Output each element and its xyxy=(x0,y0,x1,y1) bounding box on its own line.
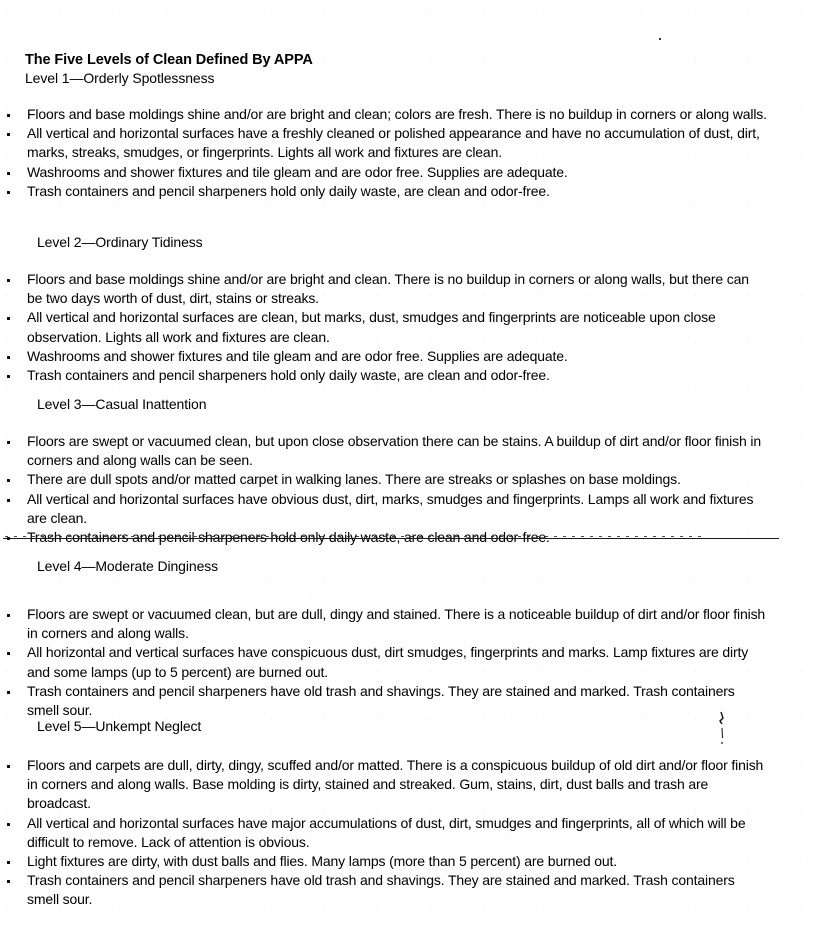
section-heading-level-2: Level 2—Ordinary Tidiness xyxy=(37,234,203,250)
list-item: Floors are swept or vacuumed clean, but are dull, dingy and stained. There is a noticeable buildup of dirt and/or floor finish in corners and along walls. xyxy=(0,605,817,643)
list-item: Floors and carpets are dull, dirty, dingy, scuffed and/or matted. There is a conspicuous buildup of old dirt and/or floor finish in corners and along walls. Base molding is dirty, stained and streaked. Gum, stains, dirt, dust balls and trash are broadcast. xyxy=(0,756,817,814)
list-item: There are dull spots and/or matted carpet in walking lanes. There are streaks or splashes on base moldings. xyxy=(0,470,817,489)
bullet-list-level-1 xyxy=(0,105,817,201)
section-heading-level-5: Level 5—Unkempt Neglect xyxy=(37,718,202,734)
list-item: All vertical and horizontal surfaces have major accumulations of dust, dirt, smudges and fingerprints, all of which will be difficult to remove. Lack of attention is obvious. xyxy=(0,814,817,852)
list-item: All vertical and horizontal surfaces have a freshly cleaned or polished appearance and have no accumulation of dust, dirt, marks, streaks, smudges, or fingerprints. Lights all work and fixtures are clean. xyxy=(0,124,817,162)
list-item: Floors are swept or vacuumed clean, but upon close observation there can be stains. A buildup of dirt and/or floor finish in corners and along walls can be seen. xyxy=(0,432,817,470)
list-item: All vertical and horizontal surfaces have obvious dust, dirt, marks, smudges and fingerprints. Lamps all work and fixtures are clean. xyxy=(0,490,817,528)
scan-line-dashes xyxy=(5,536,705,537)
list-item: Washrooms and shower fixtures and tile gleam and are odor free. Supplies are adequate. xyxy=(0,347,817,366)
list-item: All horizontal and vertical surfaces have conspicuous dust, dirt smudges, fingerprints and marks. Lamp fixtures are dirty and some lamps (up to 5 percent) are burned out. xyxy=(0,643,817,681)
bullet-list-level-3 xyxy=(0,432,817,547)
section-heading-level-1: Level 1—Orderly Spotlessness xyxy=(25,70,215,86)
bullet-list-level-4 xyxy=(0,605,817,720)
section-heading-level-4: Level 4—Moderate Dinginess xyxy=(37,558,219,574)
horizontal-scan-line xyxy=(3,538,779,539)
section-heading-level-3: Level 3—Casual Inattention xyxy=(37,396,207,412)
list-item: Floors and base moldings shine and/or are bright and clean; colors are fresh. There is no buildup in corners or along walls. xyxy=(0,105,817,124)
list-item: All vertical and horizontal surfaces are clean, but marks, dust, smudges and fingerprints are noticeable upon close observation. Lights all work and fixtures are clean. xyxy=(0,308,817,346)
page-title: The Five Levels of Clean Defined By APPA xyxy=(25,52,313,68)
bullet-list-level-5 xyxy=(0,756,817,910)
list-item: Trash containers and pencil sharpeners hold only daily waste, are clean and odor-free. xyxy=(0,182,817,201)
pen-stroke-mark xyxy=(716,711,728,747)
bullet-list-level-2 xyxy=(0,270,817,385)
list-item: Trash containers and pencil sharpeners have old trash and shavings. They are stained and marked. Trash containers smell sour. xyxy=(0,682,817,720)
list-item: Light fixtures are dirty, with dust balls and flies. Many lamps (more than 5 percent) are burned out. xyxy=(0,852,817,871)
list-item: Trash containers and pencil sharpeners hold only daily waste, are clean and odor-free. xyxy=(0,366,817,385)
list-item: Floors and base moldings shine and/or are bright and clean. There is no buildup in corners or along walls, but there can be two days worth of dust, dirt, stains or streaks. xyxy=(0,270,817,308)
list-item: Trash containers and pencil sharpeners have old trash and shavings. They are stained and marked. Trash containers smell sour. xyxy=(0,871,817,909)
ink-speck xyxy=(659,38,661,40)
list-item: Washrooms and shower fixtures and tile gleam and are odor free. Supplies are adequate. xyxy=(0,163,817,182)
